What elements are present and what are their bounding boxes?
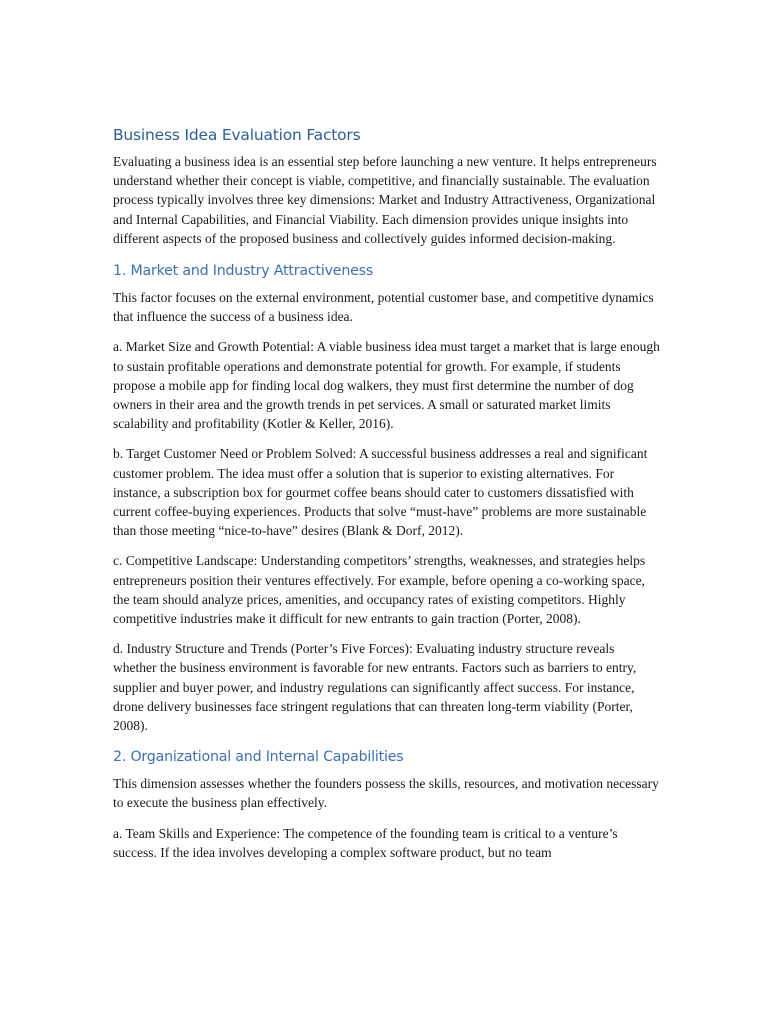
section-heading-organizational: 2. Organizational and Internal Capabilities bbox=[113, 749, 404, 766]
section-market-lead: This factor focuses on the external environment, potential customer base, and competitive dynamics that influence the success of a business idea. bbox=[113, 290, 654, 325]
industry-structure-paragraph: d. Industry Structure and Trends (Porter’s Five Forces): Evaluating industry structure reveals whether the business environment is favorable for new entrants. Factors such as barriers to entry, supplier and buyer power, and industry regulations can significantly affect success. For instance, drone delivery businesses face stringent regulations that can threaten long-term viability (Porter, 2008). bbox=[113, 641, 637, 734]
intro-paragraph: Evaluating a business idea is an essential step before launching a new venture. It helps entrepreneurs understand whether their concept is viable, competitive, and financially sustainable. The evaluation process typically involves three key dimensions: Market and Industry Attractiveness, Organizational and Internal Capabilities, and Financial Viability. Each dimension provides unique insights into different aspects of the proposed business and collectively guides informed decision-making. bbox=[113, 154, 657, 246]
section-organizational-lead: This dimension assesses whether the founders possess the skills, resources, and motivation necessary to execute the business plan effectively. bbox=[113, 776, 659, 811]
competitive-landscape-paragraph: c. Competitive Landscape: Understanding competitors’ strengths, weaknesses, and strategies helps entrepreneurs position their ventures effectively. For example, before opening a co-working space, the team should analyze prices, amenities, and occupancy rates of existing competitors. Highly competitive industries make it difficult for new entrants to gain traction (Porter, 2008). bbox=[113, 553, 646, 627]
document-title: Business Idea Evaluation Factors bbox=[113, 126, 361, 144]
section-market-industry bbox=[113, 260, 661, 735]
customer-need-paragraph: b. Target Customer Need or Problem Solved: A successful business addresses a real and significant customer problem. The idea must offer a solution that is superior to existing alternatives. For instance, a subscription box for gourmet coffee beans should cater to customers dissatisfied with current coffee-buying experiences. Products that solve “must-have” problems are more sustainable than those meeting “nice-to-have” desires (Blank & Dorf, 2012). bbox=[113, 446, 648, 539]
section-organizational bbox=[113, 746, 661, 862]
market-size-paragraph: a. Market Size and Growth Potential: A viable business idea must target a market that is large enough to sustain profitable operations and demonstrate potential for growth. For example, if students propose a mobile app for finding local dog walkers, they must first determine the number of dog owners in their area and the growth trends in pet services. A small or saturated market limits scalability and profitability (Kotler & Keller, 2016). bbox=[113, 339, 660, 432]
document-body bbox=[113, 124, 661, 873]
section-heading-market: 1. Market and Industry Attractiveness bbox=[113, 263, 374, 280]
team-skills-paragraph: a. Team Skills and Experience: The competence of the founding team is critical to a venture’s success. If the idea involves developing a complex software product, but no team bbox=[113, 825, 618, 860]
